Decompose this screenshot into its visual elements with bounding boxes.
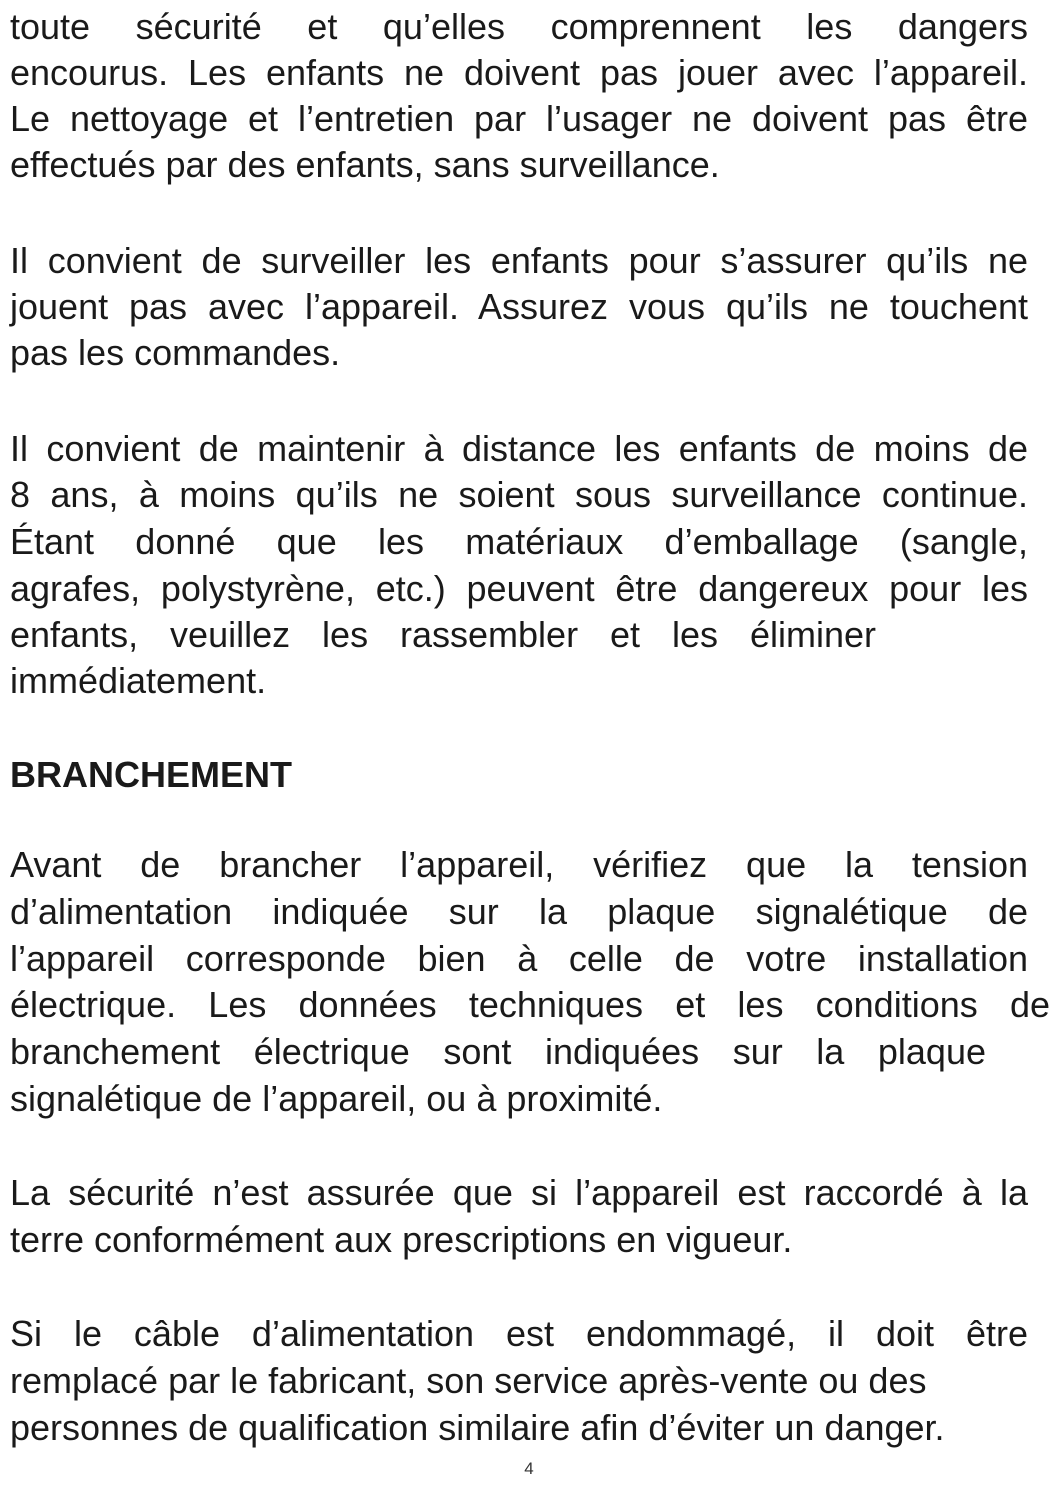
paragraph-3-line-3: Étant donné que les matériaux d’emballage (sangle, bbox=[10, 521, 1028, 562]
section-paragraph-1-line-4: électrique. Les données techniques et les conditions de bbox=[10, 984, 1050, 1025]
paragraph-1-line-4: effectués par des enfants, sans surveillance. bbox=[10, 144, 720, 185]
paragraph-3-line-1: Il convient de maintenir à distance les enfants de moins de bbox=[10, 428, 1028, 469]
section-paragraph-1-line-1: Avant de brancher l’appareil, vérifiez que la tension bbox=[10, 844, 1028, 885]
paragraph-2-line-1: Il convient de surveiller les enfants pour s’assurer qu’ils ne bbox=[10, 240, 1028, 281]
paragraph-2-line-2: jouent pas avec l’appareil. Assurez vous qu’ils ne touchent bbox=[10, 286, 1028, 327]
section-paragraph-1-line-3: l’appareil corresponde bien à celle de votre installation bbox=[10, 938, 1028, 979]
section-paragraph-3-line-2: remplacé par le fabricant, son service après-vente ou des bbox=[10, 1360, 927, 1401]
paragraph-1-line-2: encourus. Les enfants ne doivent pas jouer avec l’appareil. bbox=[10, 52, 1028, 93]
paragraph-1-line-3: Le nettoyage et l’entretien par l’usager ne doivent pas être bbox=[10, 98, 1028, 139]
section-paragraph-3-line-1: Si le câble d’alimentation est endommagé, il doit être bbox=[10, 1313, 1028, 1354]
section-heading: BRANCHEMENT bbox=[10, 754, 292, 795]
section-paragraph-3-line-3: personnes de qualification similaire afin d’éviter un danger. bbox=[10, 1407, 945, 1448]
paragraph-3-line-2: 8 ans, à moins qu’ils ne soient sous surveillance continue. bbox=[10, 474, 1028, 515]
paragraph-2-line-3: pas les commandes. bbox=[10, 332, 341, 373]
section-paragraph-1-line-6: signalétique de l’appareil, ou à proximité. bbox=[10, 1078, 663, 1119]
paragraph-3-line-6: immédiatement. bbox=[10, 660, 267, 701]
page-number: 4 bbox=[524, 1459, 534, 1478]
paragraph-3-line-4: agrafes, polystyrène, etc.) peuvent être dangereux pour les bbox=[10, 568, 1028, 609]
section-paragraph-1-line-5: branchement électrique sont indiquées sur la plaque bbox=[10, 1031, 986, 1072]
paragraph-3-line-5: enfants, veuillez les rassembler et les éliminer bbox=[10, 614, 876, 655]
section-paragraph-2-line-2: terre conformément aux prescriptions en vigueur. bbox=[10, 1219, 793, 1260]
section-paragraph-1-line-2: d’alimentation indiquée sur la plaque signalétique de bbox=[10, 891, 1028, 932]
section-paragraph-2-line-1: La sécurité n’est assurée que si l’appareil est raccordé à la bbox=[10, 1172, 1028, 1213]
paragraph-1-line-1: toute sécurité et qu’elles comprennent les dangers bbox=[10, 6, 1028, 47]
